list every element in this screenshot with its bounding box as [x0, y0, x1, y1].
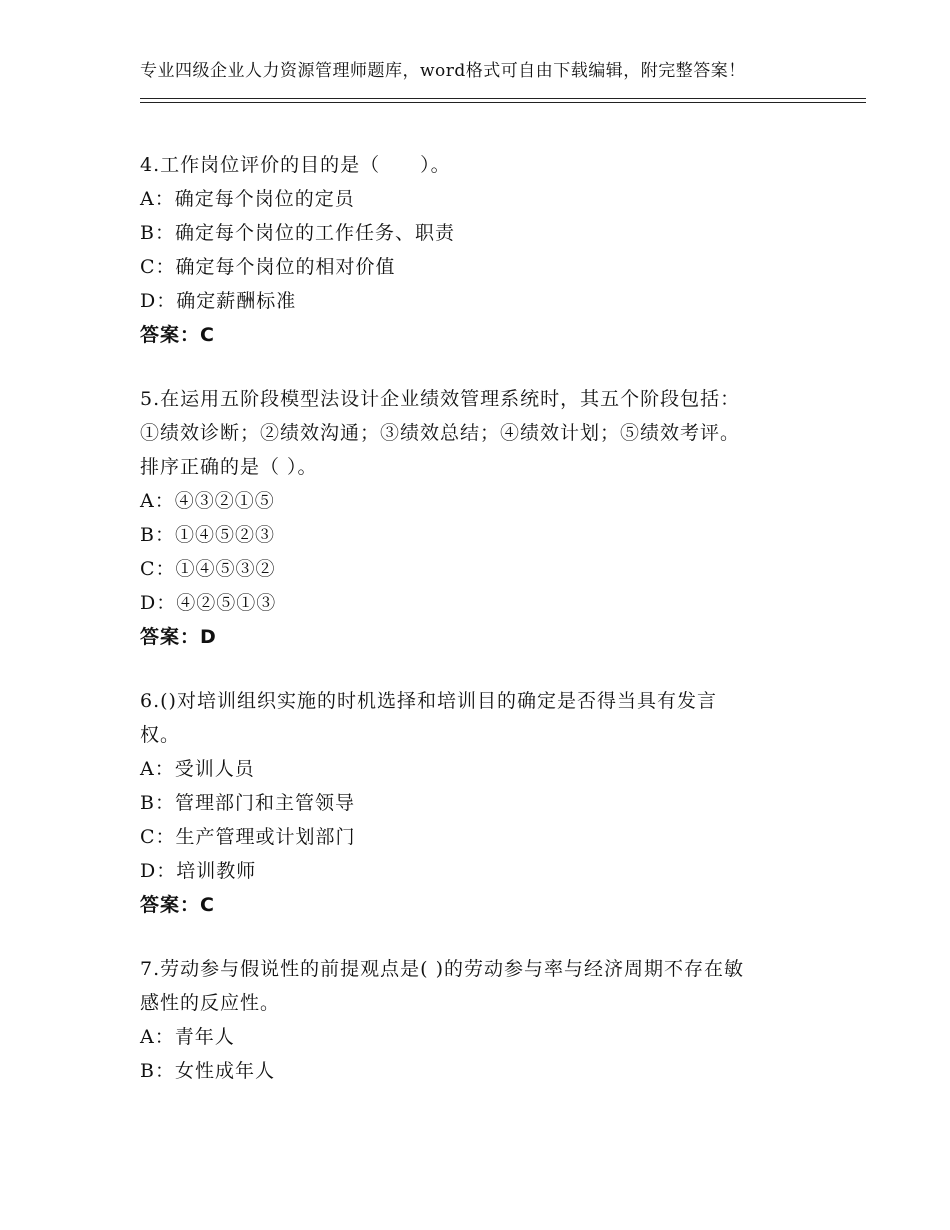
question-4 [140, 148, 820, 352]
option-b: B：管理部门和主管领导 [140, 792, 355, 814]
option-d: D：④②⑤①③ [140, 592, 277, 614]
question-5 [140, 382, 820, 654]
option-a: A：④③②①⑤ [140, 490, 275, 512]
option-c: C：①④⑤③② [140, 558, 276, 580]
question-stem: 4.工作岗位评价的目的是（ ）。 [140, 154, 451, 176]
question-6 [140, 684, 820, 922]
question-stem: 5.在运用五阶段模型法设计企业绩效管理系统时，其五个阶段包括： [140, 388, 741, 410]
header-rule-bottom [140, 102, 866, 103]
question-stem: 7.劳动参与假说性的前提观点是( )的劳动参与率与经济周期不存在敏 [140, 958, 744, 980]
option-d: D：培训教师 [140, 860, 257, 882]
option-d: D：确定薪酬标准 [140, 290, 297, 312]
question-7 [140, 952, 820, 1088]
option-b: B：女性成年人 [140, 1060, 275, 1082]
option-a: A：青年人 [140, 1026, 235, 1048]
header-rule-top [140, 98, 866, 99]
option-a: A：确定每个岗位的定员 [140, 188, 355, 210]
question-stem: 权。 [140, 724, 181, 746]
page-header: 专业四级企业人力资源管理师题库，word格式可自由下载编辑，附完整答案！ [140, 61, 746, 81]
question-list [140, 148, 820, 1088]
question-stem: 6.()对培训组织实施的时机选择和培训目的确定是否得当具有发言 [140, 690, 717, 712]
option-c: C：生产管理或计划部门 [140, 826, 356, 848]
option-a: A：受训人员 [140, 758, 255, 780]
question-stem: ①绩效诊断；②绩效沟通；③绩效总结；④绩效计划；⑤绩效考评。 [140, 422, 741, 444]
answer-line: 答案：C [140, 324, 215, 346]
question-stem: 排序正确的是（ ）。 [140, 456, 318, 478]
question-stem: 感性的反应性。 [140, 992, 281, 1014]
answer-line: 答案：C [140, 894, 215, 916]
option-b: B：确定每个岗位的工作任务、职责 [140, 222, 455, 244]
option-c: C：确定每个岗位的相对价值 [140, 256, 396, 278]
answer-line: 答案：D [140, 626, 217, 648]
option-b: B：①④⑤②③ [140, 524, 275, 546]
